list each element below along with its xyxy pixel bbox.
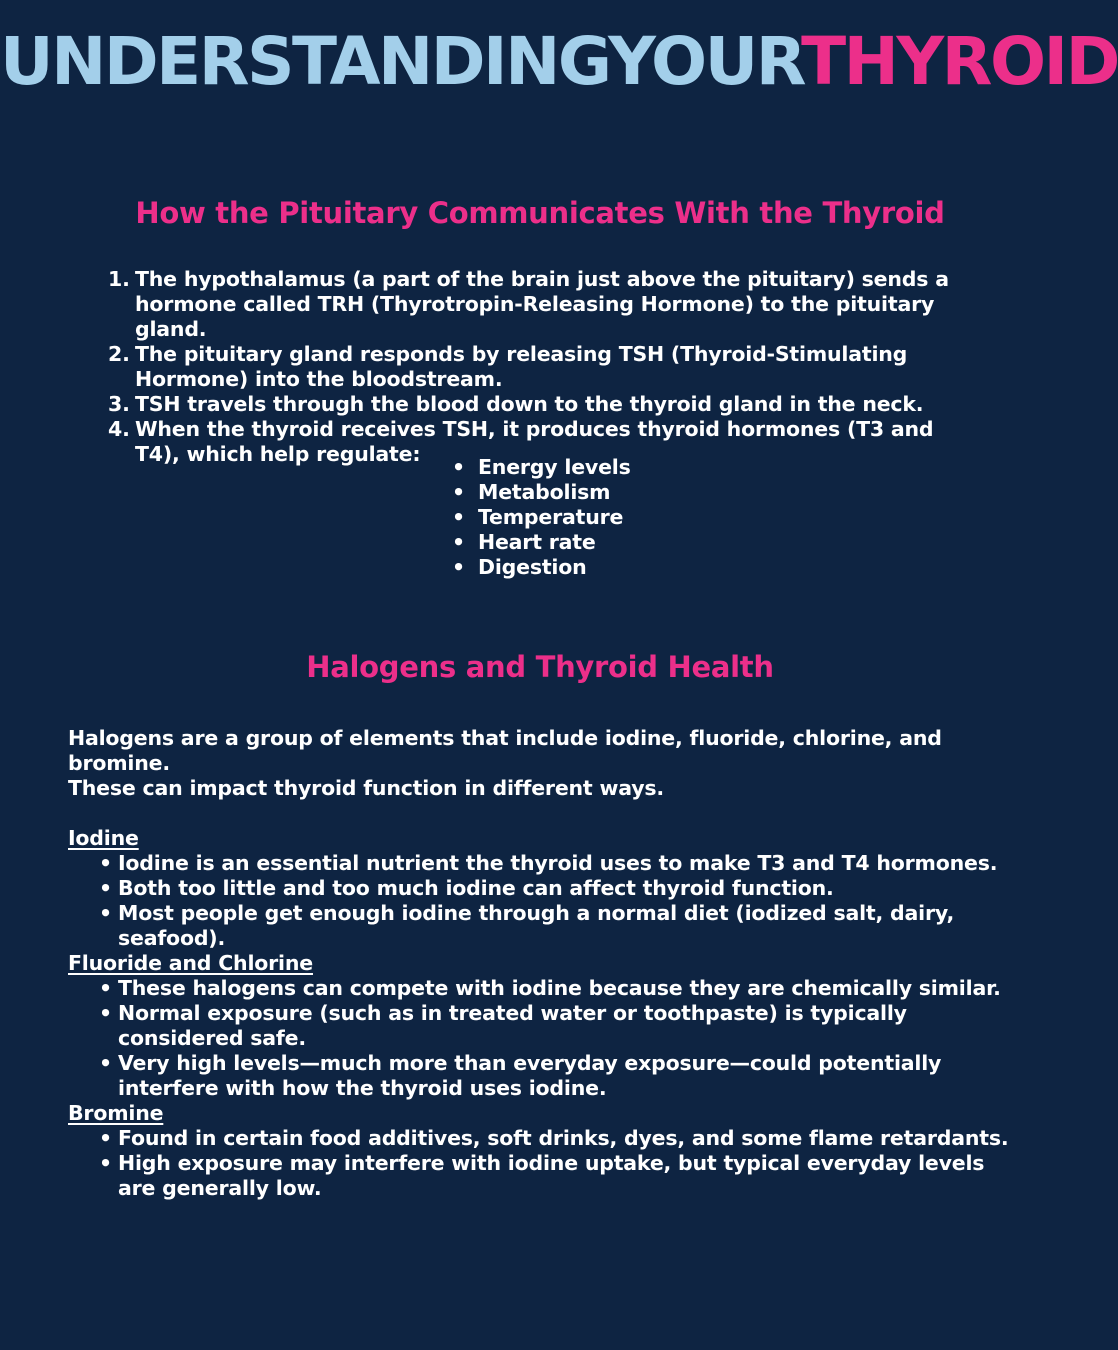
bullet-icon: • <box>99 1001 112 1025</box>
halogen-point-text: Most people get enough iodine through a normal diet (iodized salt, dairy, seafood). <box>118 901 955 950</box>
halogen-point <box>68 901 1018 951</box>
regulated-function-label: Heart rate <box>478 530 596 554</box>
step-number: 4. <box>108 417 130 441</box>
halogen-points-list <box>68 1126 1018 1201</box>
halogen-point-text: Both too little and too much iodine can affect thyroid function. <box>118 876 834 900</box>
halogens-intro-line: Halogens are a group of elements that include iodine, fluoride, chlorine, and bromine. <box>68 726 942 775</box>
step-text: The hypothalamus (a part of the brain just above the pituitary) sends a hormone called TRH (Thyrotropin-Releasing Hormone) to the pituitary gland. <box>135 267 949 341</box>
halogen-point <box>68 876 1018 901</box>
halogen-group-title: Bromine <box>68 1101 164 1125</box>
regulated-function-item <box>452 555 631 580</box>
halogen-group-title: Iodine <box>68 826 139 850</box>
title-part-thyroid: THYROID <box>801 23 1118 100</box>
regulated-function-item <box>452 505 631 530</box>
pituitary-steps-list <box>108 267 968 467</box>
step-number: 2. <box>108 342 130 366</box>
regulated-function-label: Metabolism <box>478 480 611 504</box>
step-item <box>108 392 968 417</box>
bullet-icon: • <box>99 851 112 875</box>
halogen-point <box>68 851 1018 876</box>
halogen-group-title: Fluoride and Chlorine <box>68 951 313 975</box>
halogen-point-text: High exposure may interfere with iodine uptake, but typical everyday levels are generally low. <box>118 1151 985 1200</box>
halogen-point <box>68 1001 1018 1051</box>
regulated-function-item <box>452 455 631 480</box>
bullet-icon: • <box>99 1151 112 1175</box>
step-text: When the thyroid receives TSH, it produces thyroid hormones (T3 and T4), which help regulate: <box>135 417 934 466</box>
bullet-icon: • <box>99 1051 112 1075</box>
bullet-icon: • <box>452 480 465 504</box>
halogen-points-list <box>68 851 1018 951</box>
halogen-point <box>68 1051 1018 1101</box>
halogen-group-bromine <box>68 1101 1018 1201</box>
step-item <box>108 342 968 392</box>
regulated-function-item <box>452 530 631 555</box>
halogen-groups <box>68 826 1018 1201</box>
step-text: The pituitary gland responds by releasing TSH (Thyroid-Stimulating Hormone) into the bloodstream. <box>135 342 908 391</box>
regulated-function-item <box>452 480 631 505</box>
halogen-point <box>68 976 1018 1001</box>
bullet-icon: • <box>452 555 465 579</box>
bullet-icon: • <box>99 901 112 925</box>
halogen-point-text: Normal exposure (such as in treated water or toothpaste) is typically considered safe. <box>118 1001 907 1050</box>
title-part-understanding: UNDERSTANDING <box>0 23 609 100</box>
regulated-function-label: Digestion <box>478 555 587 579</box>
halogen-point-text: Found in certain food additives, soft drinks, dyes, and some flame retardants. <box>118 1126 1009 1150</box>
halogen-point <box>68 1151 1018 1201</box>
bullet-icon: • <box>99 876 112 900</box>
halogens-intro-line: These can impact thyroid function in different ways. <box>68 776 664 800</box>
regulated-function-label: Energy levels <box>478 455 631 479</box>
halogens-intro <box>68 726 968 801</box>
step-text: TSH travels through the blood down to the thyroid gland in the neck. <box>135 392 924 416</box>
bullet-icon: • <box>99 976 112 1000</box>
bullet-icon: • <box>99 1126 112 1150</box>
bullet-icon: • <box>452 505 465 529</box>
halogen-point-text: Iodine is an essential nutrient the thyroid uses to make T3 and T4 hormones. <box>118 851 998 875</box>
step-number: 1. <box>108 267 130 291</box>
halogen-point <box>68 1126 1018 1151</box>
halogen-group-fluoride-chlorine <box>68 951 1018 1101</box>
regulated-function-label: Temperature <box>478 505 624 529</box>
halogens-section-heading: Halogens and Thyroid Health <box>306 650 774 684</box>
bullet-icon: • <box>452 455 465 479</box>
step-item <box>108 267 968 342</box>
page-title <box>0 22 1118 102</box>
halogen-point-text: Very high levels—much more than everyday exposure—could potentially interfere with how the thyroid uses iodine. <box>118 1051 942 1100</box>
halogen-points-list <box>68 976 1018 1101</box>
halogen-point-text: These halogens can compete with iodine because they are chemically similar. <box>118 976 1001 1000</box>
title-part-your: YOUR <box>608 23 802 100</box>
step-number: 3. <box>108 392 130 416</box>
bullet-icon: • <box>452 530 465 554</box>
regulated-functions-list <box>452 455 631 580</box>
halogen-group-iodine <box>68 826 1018 951</box>
pituitary-section-heading: How the Pituitary Communicates With the Thyroid <box>135 196 945 230</box>
